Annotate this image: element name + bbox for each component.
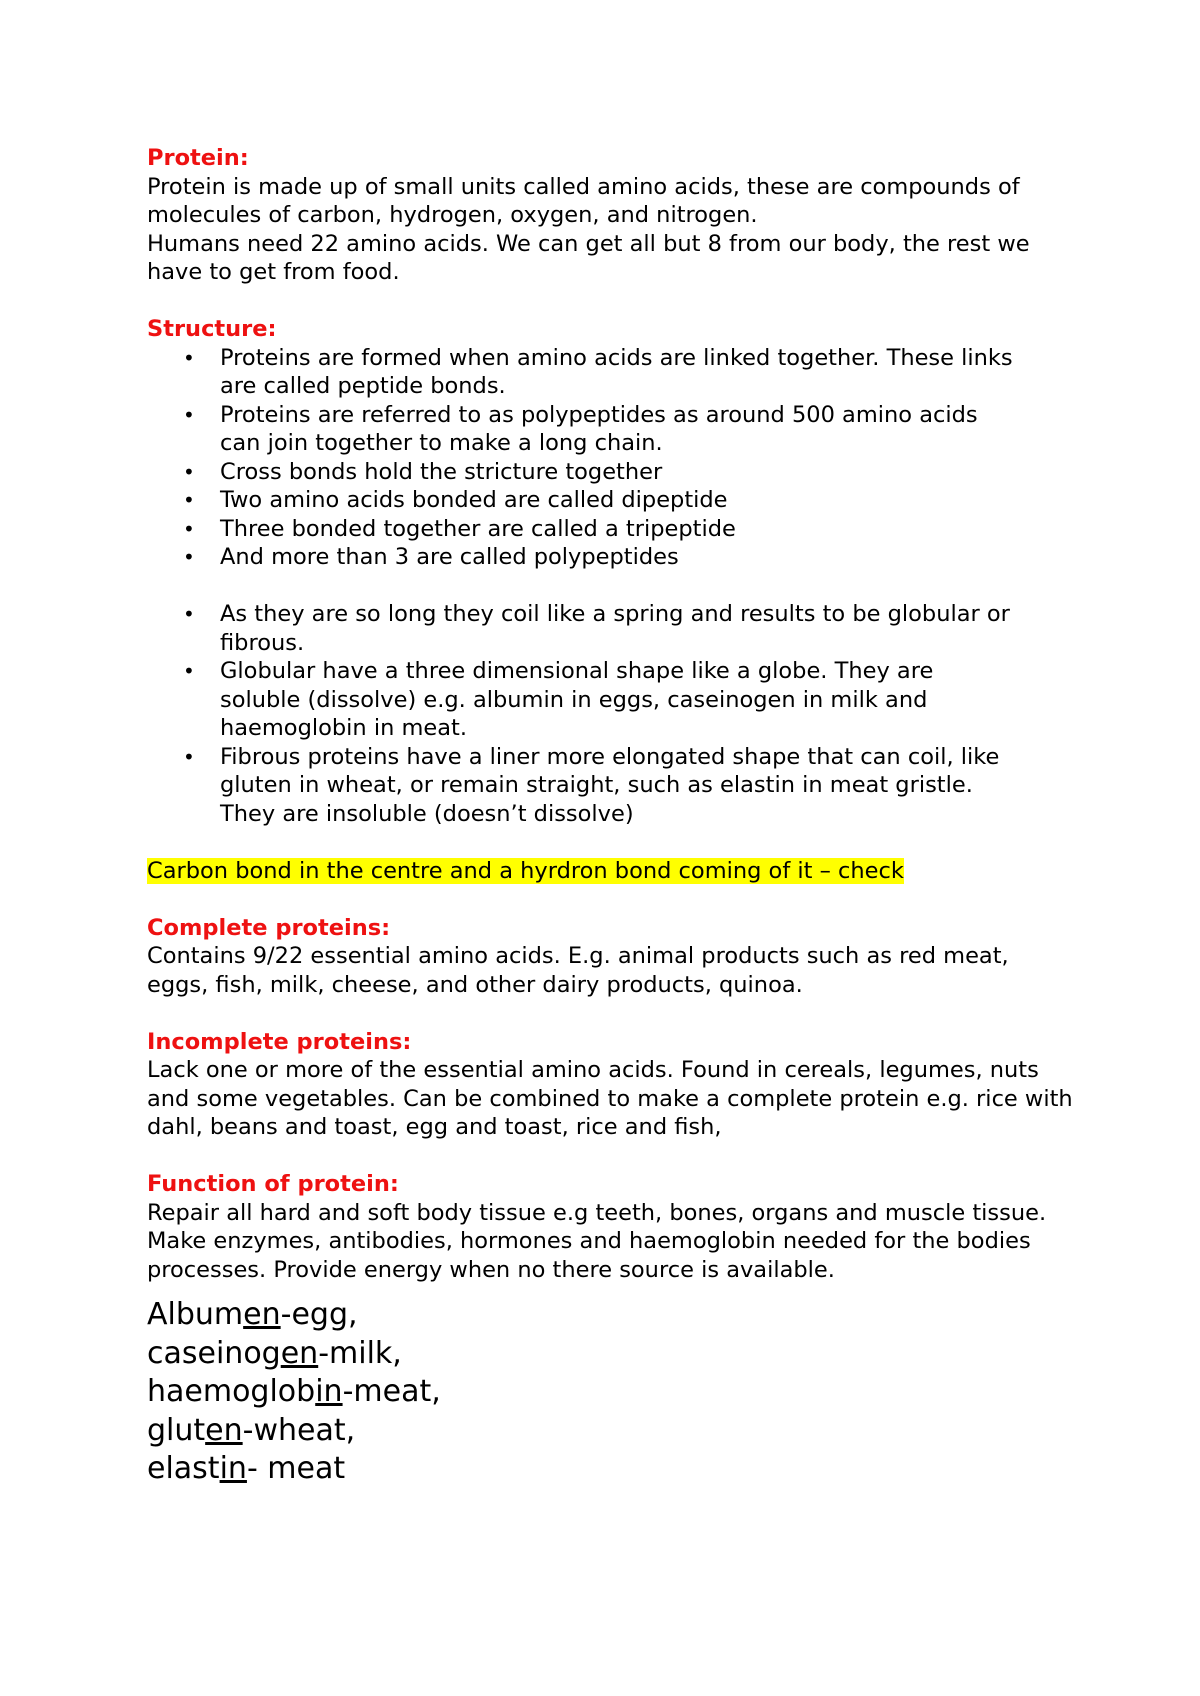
list-item-text: And more than 3 are called polypeptides	[220, 544, 679, 570]
list-item	[147, 458, 1020, 487]
protein-paragraph-2: Humans need 22 amino acids. We can get all but 8 from our body, the rest we have to get from food.	[147, 230, 1030, 285]
example-item	[147, 1335, 1077, 1374]
list-item-text: Cross bonds hold the stricture together	[220, 458, 663, 485]
example-underlined-suffix: in	[315, 1374, 343, 1409]
example-food: - meat	[246, 1451, 346, 1486]
bullet-icon: •	[183, 602, 195, 626]
example-food: -egg,	[280, 1297, 358, 1332]
complete-proteins-section	[147, 914, 1077, 1000]
bullet-icon: •	[183, 488, 195, 512]
example-underlined-suffix: en	[205, 1412, 243, 1448]
function-heading: Function of protein:	[147, 1171, 399, 1197]
list-item-text: Three bonded together are called a tripeptide	[220, 515, 736, 542]
bullet-icon: •	[183, 744, 195, 769]
example-underlined-suffix: in	[219, 1451, 247, 1486]
list-item-text: As they are so long they coil like a spring and results to be globular or fibrous.	[220, 601, 1010, 656]
spacer	[147, 1142, 1077, 1171]
list-item	[147, 600, 1020, 657]
list-item	[147, 543, 1020, 572]
list-item	[147, 657, 1020, 743]
bullet-icon: •	[183, 459, 195, 484]
structure-bullet-list-b	[147, 600, 1077, 828]
function-text: Repair all hard and soft body tissue e.g teeth, bones, organs and muscle tissue. Make enzymes, antibodies, hormones and haemoglobin needed for the bodies processes. Provide energy when no there source is available.	[147, 1199, 1047, 1283]
incomplete-proteins-text: Lack one or more of the essential amino acids. Found in cereals, legumes, nuts and some vegetables. Can be combined to make a complete protein e.g. rice with dahl, beans and toast, egg and toast, rice and fish,	[147, 1057, 1073, 1140]
example-food: -meat,	[342, 1374, 441, 1409]
example-prefix: glut	[147, 1412, 206, 1448]
list-item-text: Two amino acids bonded are called dipeptide	[220, 487, 728, 513]
highlighted-text: Carbon bond in the centre and a hyrdron bond coming of it – check	[147, 857, 904, 884]
example-food: -milk,	[318, 1335, 402, 1371]
spacer	[147, 287, 1077, 316]
list-item-text: Proteins are referred to as polypeptides as around 500 amino acids can join together to make a long chain.	[220, 401, 978, 456]
spacer	[147, 999, 1077, 1028]
bullet-icon: •	[183, 345, 195, 370]
bullet-icon: •	[183, 402, 195, 427]
protein-section	[147, 144, 1077, 287]
list-item	[147, 401, 1020, 458]
example-prefix: caseinog	[147, 1335, 281, 1371]
incomplete-proteins-section	[147, 1028, 1077, 1142]
example-item	[147, 1412, 1077, 1451]
bullet-icon: •	[183, 659, 195, 683]
structure-section	[147, 315, 1077, 828]
spacer	[147, 572, 1077, 601]
example-item	[147, 1373, 1077, 1412]
example-food: -wheat,	[242, 1412, 356, 1448]
spacer	[147, 885, 1077, 914]
complete-proteins-text: Contains 9/22 essential amino acids. E.g. animal products such as red meat, eggs, fish, milk, cheese, and other dairy products, quinoa.	[147, 943, 1009, 998]
list-item	[147, 344, 1020, 401]
list-item-text: Globular have a three dimensional shape like a globe. They are soluble (dissolve) e.g. albumin in eggs, caseinogen in milk and haemoglobin in meat.	[220, 658, 934, 741]
examples-list	[147, 1296, 1077, 1489]
list-item	[147, 743, 1020, 829]
function-section	[147, 1170, 1077, 1284]
example-item	[147, 1296, 1077, 1335]
protein-heading: Protein:	[147, 145, 249, 171]
protein-paragraph-1: Protein is made up of small units called amino acids, these are compounds of molecules of carbon, hydrogen, oxygen, and nitrogen.	[147, 173, 1020, 228]
incomplete-proteins-heading: Incomplete proteins:	[147, 1028, 412, 1055]
list-item-text: Fibrous proteins have a liner more elongated shape that can coil, like gluten in wheat, or remain straight, such as elastin in meat gristle. They are insoluble (doesn’t dissolve)	[220, 743, 1000, 827]
structure-heading: Structure:	[147, 316, 277, 342]
example-underlined-suffix: en	[243, 1297, 281, 1332]
example-underlined-suffix: en	[280, 1335, 319, 1371]
list-item	[147, 515, 1020, 544]
list-item	[147, 486, 1020, 515]
bullet-icon: •	[183, 545, 195, 569]
example-prefix: haemoglob	[147, 1374, 316, 1409]
list-item-text: Proteins are formed when amino acids are linked together. These links are called peptide bonds.	[220, 344, 1013, 399]
document-page	[147, 144, 1077, 1489]
structure-bullet-list-a	[147, 344, 1077, 572]
highlight-note	[147, 857, 1077, 886]
example-prefix: elast	[147, 1451, 220, 1486]
spacer	[147, 828, 1077, 857]
bullet-icon: •	[183, 516, 195, 541]
example-prefix: Album	[147, 1297, 244, 1332]
complete-proteins-heading: Complete proteins:	[147, 914, 391, 941]
example-item	[147, 1450, 1077, 1489]
